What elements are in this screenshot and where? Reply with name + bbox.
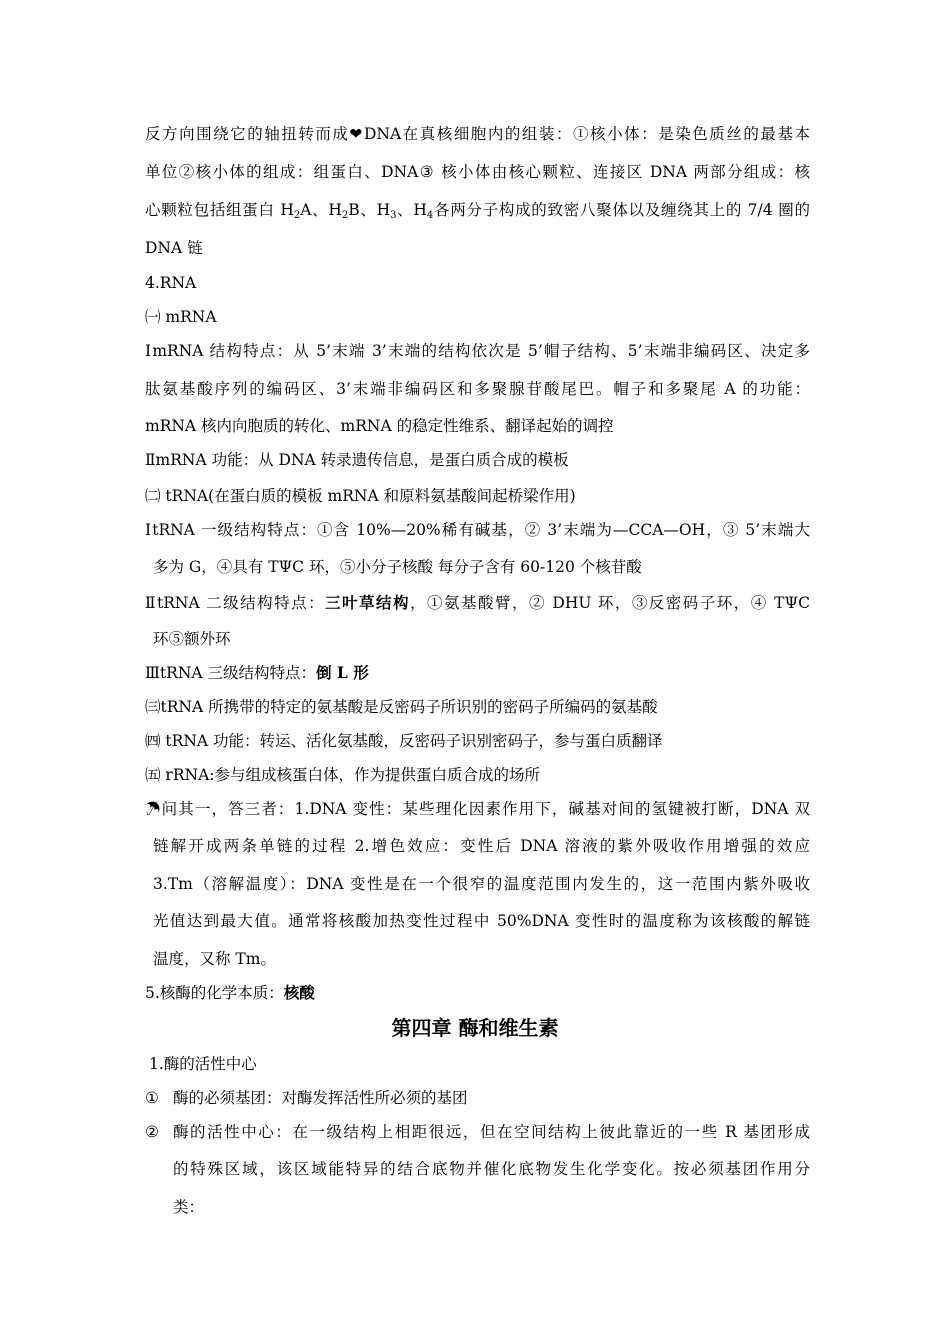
paragraph-line: 多为 G，④具有 TΨC 环，⑤小分子核酸 每分子含有 60-120 个核苷酸 [153, 558, 642, 576]
paragraph-line: ☂问其一，答三者：1.DNA 变性：某些理化因素作用下，碱基对间的氢键被打断，DNA 双 [145, 800, 810, 818]
list-item: 酶的活性中心：在一级结构上相距很远，但在空间结构上彼此靠近的一些 R 基团形成 [173, 1123, 810, 1141]
paragraph-line: DNA 链 [145, 239, 203, 257]
subsection-heading: ㈠ mRNA [145, 308, 217, 326]
paragraph-line: ⅡmRNA 功能：从 DNA 转录遗传信息，是蛋白质合成的模板 [145, 451, 569, 469]
paragraph-line: 环⑤额外环 [153, 630, 231, 648]
paragraph-line: 反方向围绕它的轴扭转而成❤DNA在真核细胞内的组装：①核小体：是染色质丝的最基本 [145, 125, 810, 143]
list-number: ① [145, 1089, 159, 1107]
paragraph-line: 单位②核小体的组成：组蛋白、DNA③ 核小体由核心颗粒、连接区 DNA 两部分组成：核 [145, 163, 810, 181]
paragraph-line: ⅡtRNA 二级结构特点：三叶草结构，①氨基酸臂，② DHU 环，③反密码子环，④ TΨC [145, 593, 810, 612]
section-heading: 1.酶的活性中心 [149, 1055, 257, 1073]
list-item: 酶的必须基团：对酶发挥活性所必须的基团 [173, 1089, 468, 1107]
paragraph-line: 链解开成两条单链的过程 2.增色效应：变性后 DNA 溶液的紫外吸收作用增强的效应 [153, 837, 810, 855]
section-heading: 4.RNA [145, 274, 197, 292]
list-item-continuation: 的特殊区域，该区域能特异的结合底物并催化底物发生化学变化。按必须基团作用分 [173, 1160, 810, 1178]
paragraph-line: 肽氨基酸序列的编码区、3’末端非编码区和多聚腺苷酸尾巴。帽子和多聚尾 A 的功能： [145, 380, 810, 398]
paragraph-line: mRNA 核内向胞质的转化、mRNA 的稳定性维系、翻译起始的调控 [145, 417, 614, 435]
list-item-continuation: 类： [173, 1198, 205, 1216]
paragraph-line: 5.核酶的化学本质：核酸 [145, 983, 315, 1002]
paragraph-line: 光值达到最大值。通常将核酸加热变性过程中 50%DNA 变性时的温度称为该核酸的解链 [153, 912, 810, 930]
paragraph-line: 温度，又称 Tm。 [153, 950, 276, 968]
list-number: ② [145, 1123, 159, 1141]
paragraph-line: 3.Tm（溶解温度）：DNA 变性是在一个很窄的温度范围内发生的，这一范围内紫外吸收 [153, 875, 810, 893]
paragraph-line: ㈤ rRNA:参与组成核蛋白体，作为提供蛋白质合成的场所 [145, 766, 540, 784]
paragraph-line: ⅠmRNA 结构特点：从 5’末端 3’末端的结构依次是 5’帽子结构、5’末端非编码区、决定多 [145, 342, 810, 360]
paragraph-line: 心颗粒包括组蛋白 $H_2A$、$H_2B$、$H_3$、$H_4$各两分子构成的致密八聚体以及缠绕其上的 7/4 圈的 [145, 201, 810, 221]
paragraph-line: ㈢tRNA 所携带的特定的氨基酸是反密码子所识别的密码子所编码的氨基酸 [145, 698, 658, 716]
paragraph-line: ㈣ tRNA 功能：转运、活化氨基酸，反密码子识别密码子，参与蛋白质翻译 [145, 732, 663, 750]
chapter-title: 第四章 酶和维生素 [391, 1016, 559, 1040]
subsection-heading: ㈡ tRNA(在蛋白质的模板 mRNA 和原料氨基酸间起桥梁作用) [145, 487, 576, 505]
paragraph-line: ⅠtRNA 一级结构特点：①含 10%—20%稀有碱基，② 3’末端为—CCA—OH，③ 5’末端大 [145, 521, 810, 539]
paragraph-line: ⅢtRNA 三级结构特点：倒 L 形 [145, 663, 369, 682]
